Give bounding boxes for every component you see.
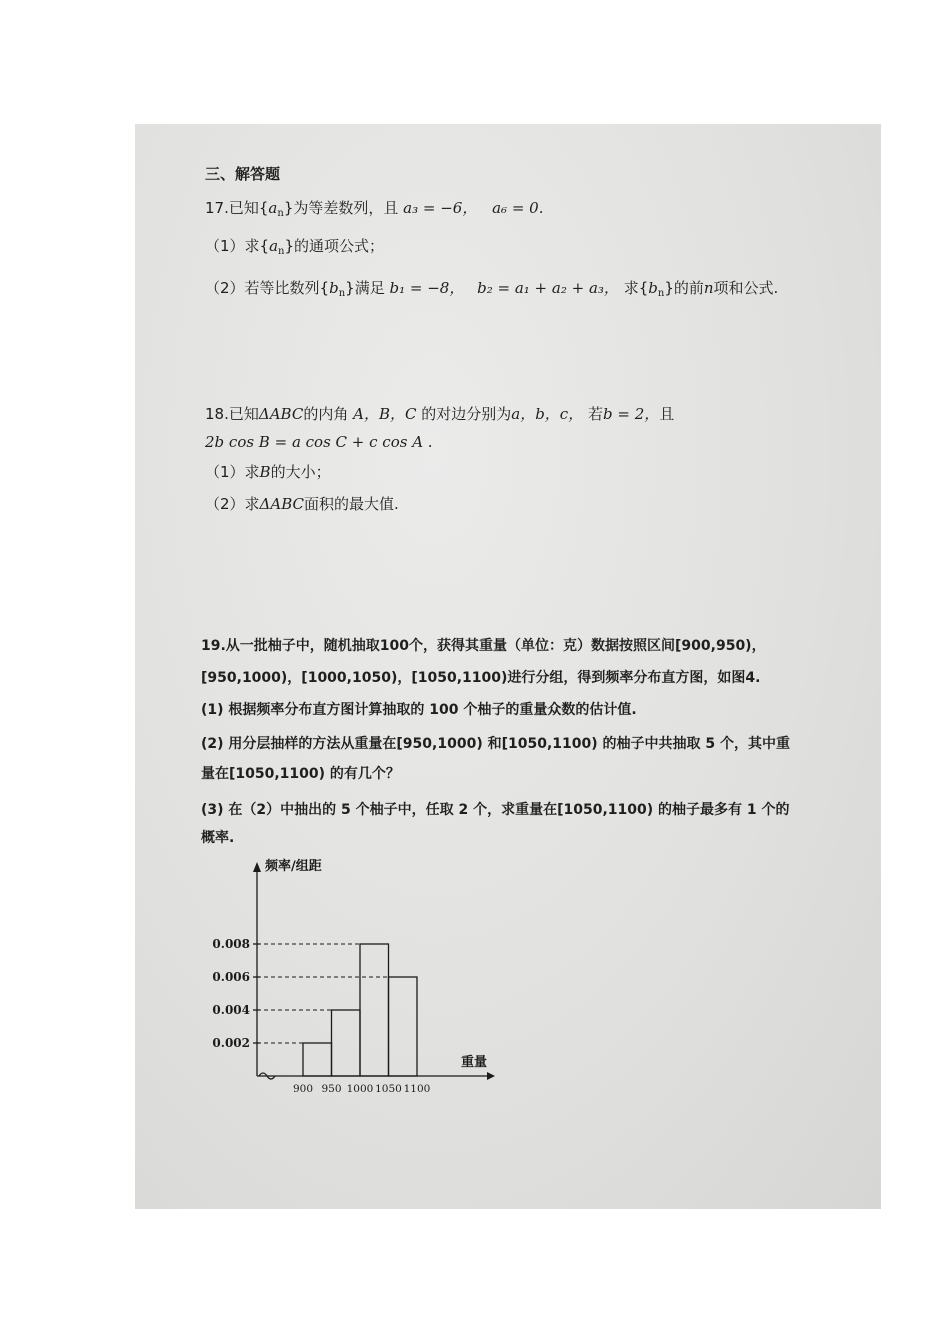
x-tick-label: 900 bbox=[292, 1083, 314, 1095]
x-tick-label: 1000 bbox=[346, 1083, 374, 1095]
q18-part2: （2）求ΔABC面积的最大值. bbox=[205, 495, 399, 513]
bar-[950,1000) bbox=[332, 1010, 361, 1076]
y-tick-label: 0.004 bbox=[212, 1003, 250, 1017]
x-axis-arrow bbox=[487, 1072, 495, 1080]
bar-[900,950) bbox=[303, 1043, 332, 1076]
q19-line1: 19.从一批柚子中，随机抽取100个，获得其重量（单位：克）数据按照区间[900,950)， bbox=[201, 638, 766, 654]
frequency-histogram bbox=[195, 850, 505, 1100]
q19-part1: (1) 根据频率分布直方图计算抽取的 100 个柚子的重量众数的估计值. bbox=[201, 702, 637, 718]
y-tick-label: 0.002 bbox=[212, 1036, 250, 1050]
y-axis-label: 频率/组距 bbox=[265, 859, 322, 874]
bar-[1000,1050) bbox=[360, 944, 389, 1076]
q19-line2: [950,1000)，[1000,1050)，[1050,1100)进行分组，得到频率分布直方图，如图4. bbox=[201, 670, 761, 686]
q19-part3: (3) 在（2）中抽出的 5 个柚子中，任取 2 个，求重量在[1050,1100) 的柚子最多有 1 个的 bbox=[201, 802, 790, 818]
q17-stem: 17.已知$\{a_n\}$为等差数列，且 a₃ = −6， a₆ = 0. bbox=[205, 199, 544, 219]
q17-part1: （1）求$\{a_n\}$的通项公式； bbox=[205, 237, 385, 257]
x-tick-label: 1100 bbox=[403, 1083, 431, 1095]
q18-equation: 2b cos B = a cos C + c cos A . bbox=[205, 433, 433, 451]
chart-axes bbox=[253, 862, 495, 1080]
section-title: 三、解答题 bbox=[205, 165, 281, 183]
q18-stem: 18.已知ΔABC的内角 A，B，C 的对边分别为a，b，c， 若b = 2，且 bbox=[205, 405, 675, 423]
chart-guides bbox=[253, 944, 389, 1043]
x-tick-label: 1050 bbox=[375, 1083, 402, 1095]
q19-part3-cont: 概率. bbox=[201, 830, 235, 846]
y-axis-arrow bbox=[253, 862, 261, 872]
q19-part2-cont: 量在[1050,1100) 的有几个？ bbox=[201, 766, 400, 782]
q18-part1: （1）求B的大小； bbox=[205, 463, 331, 481]
q19-part2: (2) 用分层抽样的方法从重量在[950,1000) 和[1050,1100) 的柚子中共抽取 5 个，其中重 bbox=[201, 736, 790, 752]
y-tick-label: 0.008 bbox=[212, 937, 250, 951]
x-axis-label: 重量 bbox=[461, 1055, 488, 1070]
bar-[1050,1100) bbox=[389, 977, 418, 1076]
q17-part2: （2）若等比数列$\{b_n\}$满足 b₁ = −8， b₂ = a₁ + a₂ + a₃， 求$\{b_n\}$的前n项和公式. bbox=[205, 279, 779, 299]
x-tick-label: 950 bbox=[321, 1083, 342, 1095]
y-tick-label: 0.006 bbox=[212, 970, 250, 984]
